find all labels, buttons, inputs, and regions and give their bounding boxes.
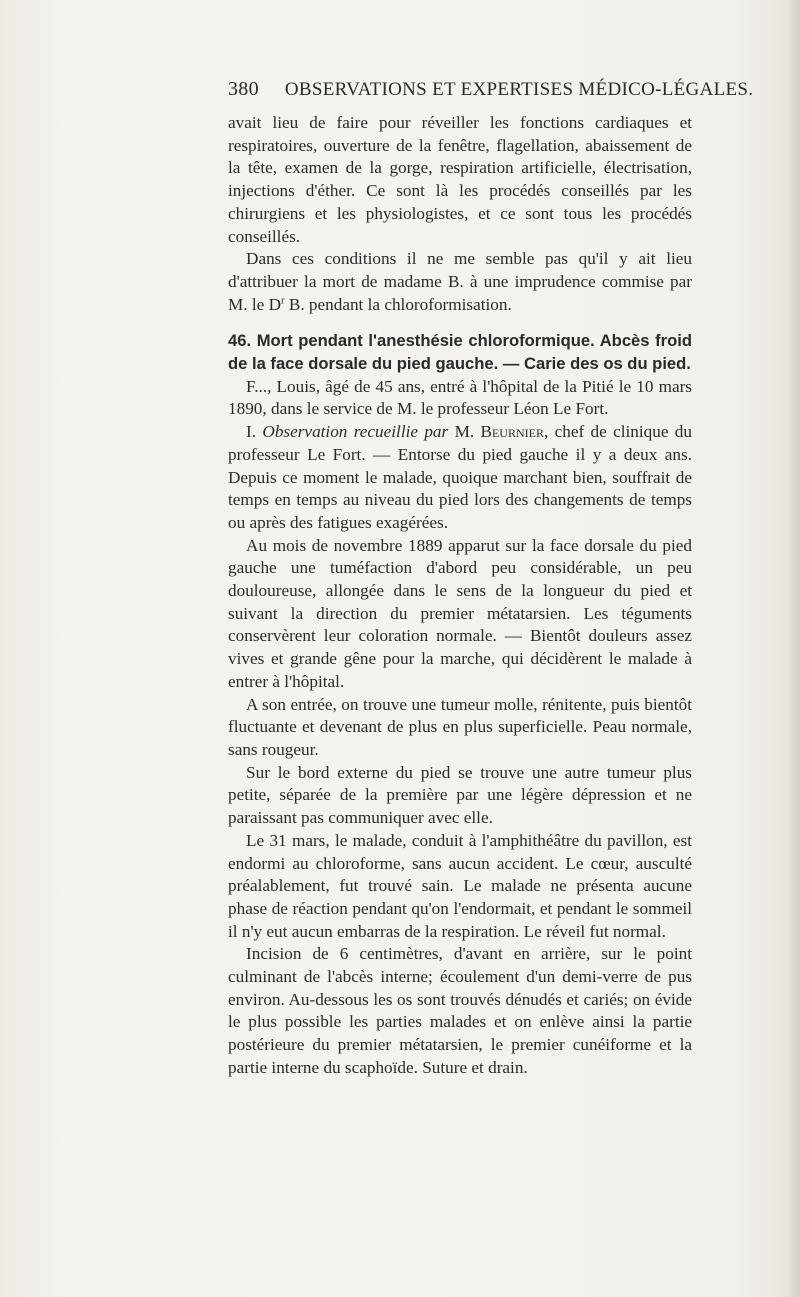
paragraph-2 [228, 248, 692, 316]
running-header [228, 78, 754, 101]
section-number: 46. [228, 331, 252, 351]
paragraph-2-text-b: B. pendant la chloroformisation. [284, 294, 512, 314]
page-number: 380 [228, 78, 259, 100]
doctor-abbrev-superscript: r [281, 294, 285, 306]
paragraph-5: Au mois de novembre 1889 apparut sur la face dorsale du pied gauche une tuméfaction d'abord peu considérable, un peu douloureuse, allongée dans le sens de la longueur du pied et suivant la direction du premier métatarsien. Les téguments conservèrent leur coloration normale. — Bientôt douleurs assez vives et grande gêne pour la marche, qui décidèrent le malade à entrer à l'hôpital. [228, 535, 692, 691]
paragraph-4 [228, 421, 692, 535]
observation-number: I. [246, 422, 263, 442]
paragraph-3: F..., Louis, âgé de 45 ans, entré à l'hôpital de la Pitié le 10 mars 1890, dans le service de M. le professeur Léon Le Fort. [228, 376, 692, 419]
page-edge-shadow [786, 0, 800, 1297]
paragraph-7: Sur le bord externe du pied se trouve une autre tumeur plus petite, séparée de la première par une légère dépression et ne paraissant pas communiquer avec elle. [228, 762, 692, 828]
running-title: OBSERVATIONS ET EXPERTISES MÉDICO-LÉGALES. [284, 79, 754, 100]
paragraph-1: avait lieu de faire pour réveiller les fonctions cardiaques et respiratoires, ouverture de la fenêtre, flagellation, abaissement de la tête, examen de la gorge, respiration artificielle, électrisation, injections d'éther. Ce sont là les procédés conseillés par les chirurgiens et les physiologistes, et ce sont tous les procédés conseillés. [228, 113, 692, 246]
paragraph-6: A son entrée, on trouve une tumeur molle, rénitente, puis bientôt fluctuante et devenant de plus en plus superficielle. Peau normale, sans rougeur. [228, 694, 692, 759]
section-heading [228, 330, 692, 375]
body-text [228, 112, 692, 1080]
section-title: Mort pendant l'anesthésie chloroformique. Abcès froid de la face dorsale du pied gauche. — Carie des os du pied. [228, 331, 692, 374]
observation-label: Observation recueillie par [262, 422, 449, 442]
observation-mid: M. [448, 422, 481, 442]
paragraph-4-text: , chef de clinique du professeur Le Fort. — Entorse du pied gauche il y a deux ans. Depuis ce moment le malade, quoique marchant bien, souffrait de temps en temps au niveau du pied lors des changements de temps ou après des fatigues exagérées. [228, 422, 692, 532]
observer-name: Beurnier [480, 422, 544, 442]
paragraph-8: Le 31 mars, le malade, conduit à l'amphithéâtre du pavillon, est endormi au chloroforme, sans aucun accident. Le cœur, ausculté préalablement, fut trouvé sain. Le malade ne présenta aucune phase de réaction pendant qu'on l'endormait, et pendant le sommeil il n'y eut aucun embarras de la respiration. Le réveil fut normal. [228, 830, 692, 941]
paragraph-9: Incision de 6 centimètres, d'avant en arrière, sur le point culminant de l'abcès interne; écoulement d'un demi-verre de pus environ. Au-dessous les os sont trouvés dénudés et cariés; on évide le plus possible les parties malades et on enlève ainsi la partie postérieure du premier métatarsien, le premier cunéiforme et la partie interne du scaphoïde. Suture et drain. [228, 944, 692, 1077]
paragraph-2-text-a: Dans ces conditions il ne me semble pas qu'il y ait lieu d'attribuer la mort de madame B. à une imprudence commise par M. le D [228, 249, 692, 314]
